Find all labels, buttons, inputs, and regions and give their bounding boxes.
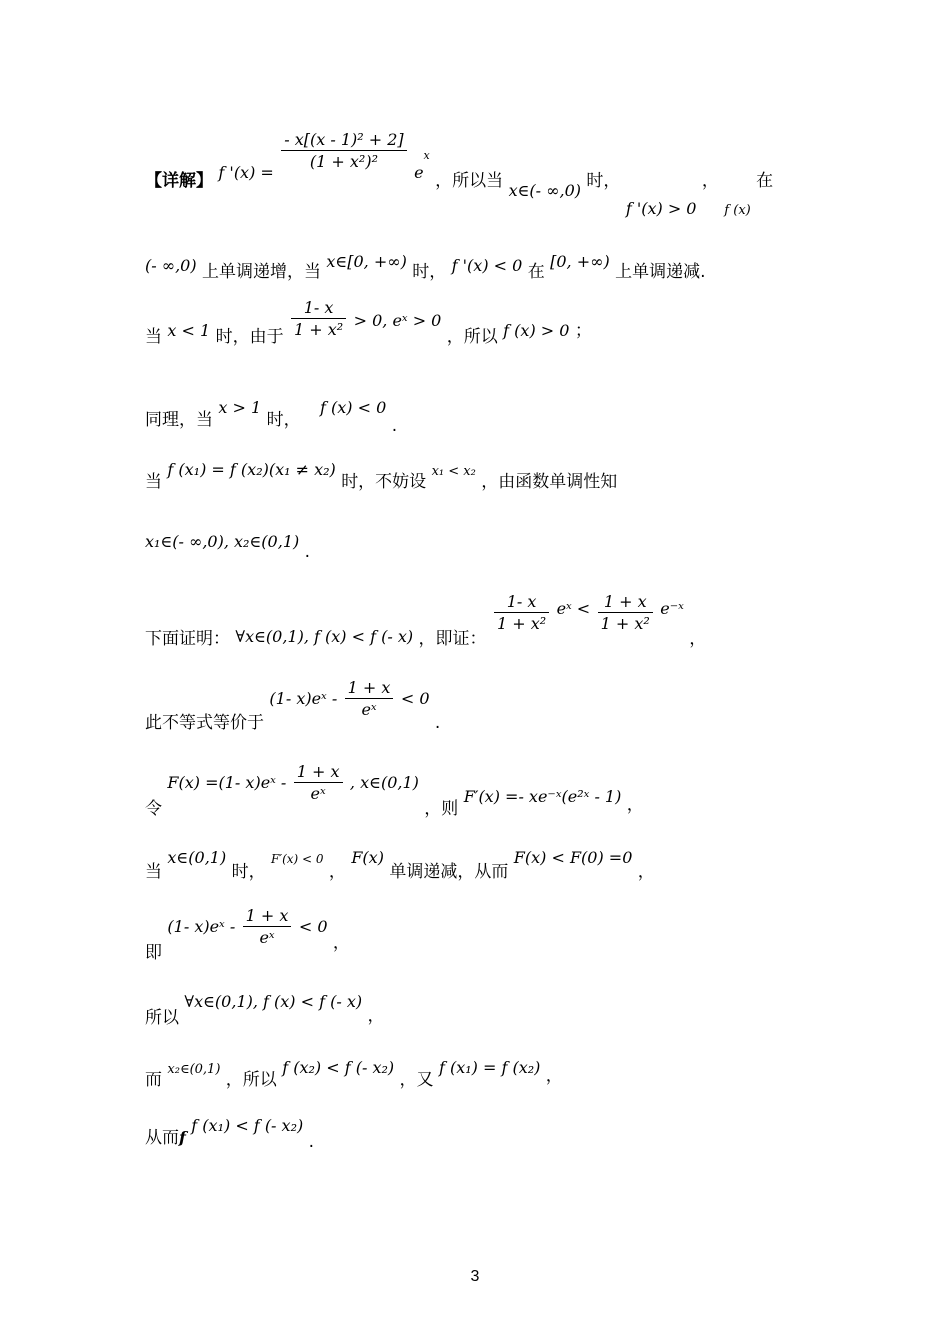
text: ，所以 (225, 1070, 277, 1090)
text: 时， (266, 410, 301, 430)
text: 上单调递减. (615, 262, 706, 282)
derivative-fraction (281, 132, 406, 170)
rhs: < 0 (400, 689, 430, 708)
text: 当 (145, 472, 162, 492)
result: F(x) < F(0) =0 (513, 848, 633, 867)
text: 此不等式等价于 (145, 713, 264, 733)
numerator: 1- x (494, 594, 549, 613)
fraction-left (494, 594, 549, 632)
stray-f: f (179, 1128, 186, 1147)
line-10 (145, 848, 830, 882)
assumption: x₁ < x₂ (431, 464, 476, 479)
line-6 (145, 532, 830, 562)
inequality: f '(x) > 0 (625, 199, 697, 218)
claim: ∀x∈(0,1), f (x) < f (- x) (235, 627, 414, 646)
solution-label: 【详解】 (145, 171, 213, 191)
inequality: > 0, eˣ > 0 (353, 311, 442, 330)
line-3 (145, 298, 830, 350)
numerator: 1- x (291, 300, 346, 319)
text: . (391, 416, 398, 436)
denominator: 1 + x² (600, 614, 650, 633)
condition: x∈[0, +∞) (326, 252, 407, 271)
condition: x < 1 (167, 321, 211, 340)
text: 下面证明： (145, 629, 230, 649)
function: F(x) (351, 848, 384, 867)
exp-negative: e⁻ˣ (660, 599, 684, 618)
line-14 (145, 1116, 830, 1152)
condition: x∈(- ∞,0) (508, 181, 581, 200)
text: ，则 (424, 799, 459, 819)
claim: ∀x∈(0,1), f (x) < f (- x) (184, 992, 363, 1011)
text: 时，不妨设 (341, 472, 427, 492)
text: ， (332, 933, 350, 953)
inequality: F′(x) < 0 (271, 852, 324, 866)
text: 同理，当 (145, 410, 213, 430)
interval: [0, +∞) (550, 252, 610, 271)
text: 时，由于 (215, 327, 284, 347)
text: 从而 (145, 1128, 179, 1148)
text: . (434, 713, 441, 733)
numerator: 1 + x (598, 594, 653, 613)
text: . (304, 542, 311, 562)
text: 所以 (145, 1008, 179, 1028)
condition: x₂∈(0,1) (167, 1062, 221, 1077)
lhs: (1- x)eˣ - (269, 689, 338, 708)
result: f (x) < 0 (320, 398, 387, 417)
text: 而 (145, 1070, 162, 1090)
fraction (345, 680, 394, 718)
lhs: (1- x)eˣ - (167, 917, 236, 936)
text: 令 (145, 799, 162, 819)
domain: , x∈(0,1) (349, 773, 419, 792)
conclusion: x₁∈(- ∞,0), x₂∈(0,1) (145, 532, 300, 551)
line-9 (145, 762, 830, 819)
line-4 (145, 398, 830, 436)
text: 当 (145, 327, 162, 347)
derivative: F′(x) =- xe⁻ˣ(e²ˣ - 1) (463, 787, 622, 806)
text: 时， (412, 262, 447, 282)
condition: x > 1 (218, 398, 262, 417)
denominator: eˣ (361, 700, 377, 719)
text: ，又 (399, 1070, 434, 1090)
fraction (291, 300, 346, 338)
condition: f (x₁) = f (x₂)(x₁ ≠ x₂) (167, 460, 336, 479)
text: ， (637, 862, 655, 882)
function-def: F(x) =(1- x)eˣ - (167, 773, 287, 792)
line-5 (145, 460, 830, 492)
text: ， (367, 1006, 385, 1026)
derivative-lhs: f '(x) = (218, 163, 274, 182)
line-11 (145, 906, 830, 963)
numerator: 1 + x (345, 680, 394, 699)
text: ， (328, 862, 346, 882)
denominator: eˣ (310, 784, 326, 803)
text: 即 (145, 943, 162, 963)
text: 时， (586, 171, 621, 191)
text: 时， (231, 862, 266, 882)
text: 上单调递增，当 (201, 262, 321, 282)
interval: (- ∞,0) (145, 256, 197, 275)
inequality: f '(x) < 0 (451, 256, 523, 275)
text: 在 (527, 262, 545, 282)
text: ， (545, 1066, 563, 1086)
denominator: 1 + x² (496, 614, 547, 633)
numerator: 1 + x (294, 764, 343, 783)
result: f (x₂) < f (- x₂) (282, 1058, 395, 1077)
condition: x∈(0,1) (167, 848, 227, 867)
result: f (x) > 0 (503, 321, 570, 340)
rhs: < 0 (298, 917, 328, 936)
exp-power: x (423, 149, 430, 163)
text: 在 (756, 171, 774, 191)
text: . (308, 1132, 315, 1152)
line-8 (145, 678, 830, 733)
denominator: 1 + x² (294, 320, 344, 339)
line-7 (145, 592, 830, 649)
numerator: 1 + x (243, 908, 292, 927)
text: ， (701, 171, 719, 191)
derivative-numerator: - x[(x - 1)² + 2] (281, 132, 406, 151)
text: ， (626, 795, 644, 815)
text: 单调递减，从而 (389, 862, 509, 882)
denominator: eˣ (259, 928, 275, 947)
derivative-denominator: (1 + x²)² (309, 152, 378, 171)
line-13 (145, 1058, 830, 1090)
exp-compare: eˣ < (556, 599, 591, 618)
exp-base: e (414, 163, 424, 182)
equality: f (x₁) = f (x₂) (438, 1058, 541, 1077)
text: ，由函数单调性知 (481, 472, 618, 492)
line-1 (145, 130, 830, 218)
line-12 (145, 992, 830, 1028)
line-2 (145, 252, 830, 282)
text: ； (574, 321, 592, 341)
fraction (294, 764, 343, 802)
text: ，即证： (418, 629, 487, 649)
text: ，所以 (446, 327, 498, 347)
text: 当 (145, 862, 162, 882)
final-result: f (x₁) < f (- x₂) (191, 1116, 304, 1135)
page-number: 3 (470, 1268, 480, 1285)
text: ，所以当 (435, 171, 504, 191)
function: f (x) (724, 203, 751, 218)
text: ， (689, 629, 707, 649)
fraction (243, 908, 292, 946)
fraction-right (598, 594, 653, 632)
